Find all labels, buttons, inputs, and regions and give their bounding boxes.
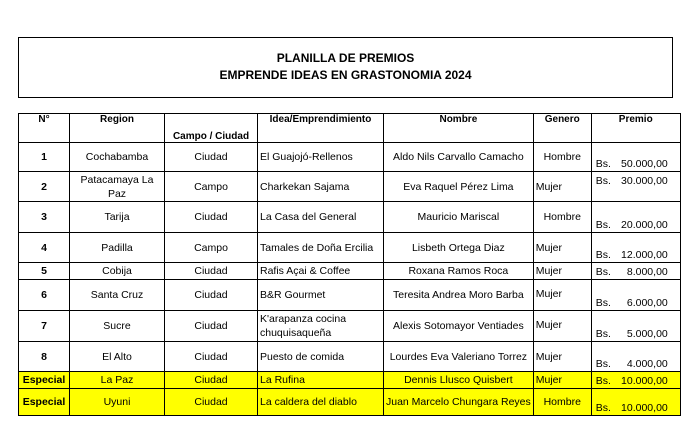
header-genero: Genero xyxy=(533,114,591,143)
row-num: 8 xyxy=(19,342,70,372)
row-tipo: Ciudad xyxy=(165,311,258,342)
prize-currency: Bs. xyxy=(595,358,611,370)
row-region: Santa Cruz xyxy=(70,280,165,311)
prize-currency: Bs. xyxy=(595,219,611,231)
title-box xyxy=(18,37,673,98)
row-idea: Puesto de comida xyxy=(258,342,384,372)
row-region: Tarija xyxy=(70,202,165,233)
prize-cell xyxy=(591,311,680,342)
table-row xyxy=(19,280,681,311)
row-idea: La caldera del diablo xyxy=(258,389,384,416)
prize-currency: Bs. xyxy=(595,375,611,387)
row-region: Sucre xyxy=(70,311,165,342)
prize-currency: Bs. xyxy=(595,266,611,278)
row-nombre: Lourdes Eva Valeriano Torrez xyxy=(384,342,534,372)
row-num: 5 xyxy=(19,263,70,280)
prize-cell xyxy=(591,172,680,202)
row-genero: Hombre xyxy=(533,202,591,233)
prize-cell xyxy=(591,202,680,233)
prize-amount: 20.000,00 xyxy=(621,219,668,231)
row-tipo: Ciudad xyxy=(165,143,258,172)
row-nombre: Dennis Llusco Quisbert xyxy=(384,372,534,389)
header-num: N° xyxy=(19,114,70,143)
prize-currency: Bs. xyxy=(595,297,611,309)
row-tipo: Campo xyxy=(165,233,258,263)
prize-amount: 4.000,00 xyxy=(626,358,668,370)
header-nombre: Nombre xyxy=(384,114,534,143)
row-region: Cobija xyxy=(70,263,165,280)
row-nombre: Lisbeth Ortega Diaz xyxy=(384,233,534,263)
row-tipo: Ciudad xyxy=(165,372,258,389)
prize-amount: 10.000,00 xyxy=(621,402,668,414)
row-tipo: Ciudad xyxy=(165,342,258,372)
row-region: Uyuni xyxy=(70,389,165,416)
row-nombre: Alexis Sotomayor Ventiades xyxy=(384,311,534,342)
header-idea: Idea/Emprendimiento xyxy=(258,114,384,143)
row-genero: Hombre xyxy=(533,143,591,172)
table-row xyxy=(19,342,681,372)
table-row xyxy=(19,263,681,280)
row-idea: La Rufina xyxy=(258,372,384,389)
row-num: 7 xyxy=(19,311,70,342)
table-row xyxy=(19,202,681,233)
row-num: 2 xyxy=(19,172,70,202)
prize-cell xyxy=(591,143,680,172)
row-num: 3 xyxy=(19,202,70,233)
prize-amount: 10.000,00 xyxy=(621,375,668,387)
row-nombre: Juan Marcelo Chungara Reyes xyxy=(384,389,534,416)
header-region: Region xyxy=(70,114,165,143)
row-nombre: Roxana Ramos Roca xyxy=(384,263,534,280)
prize-amount: 8.000,00 xyxy=(626,266,668,278)
prize-cell xyxy=(591,233,680,263)
row-num: 1 xyxy=(19,143,70,172)
prize-currency: Bs. xyxy=(595,402,611,414)
prize-amount: 6.000,00 xyxy=(626,297,668,309)
row-genero: Mujer xyxy=(533,172,591,202)
row-genero: Mujer xyxy=(533,280,591,311)
prize-amount: 30.000,00 xyxy=(621,175,668,187)
prize-cell xyxy=(591,280,680,311)
row-idea: K'arapanza cocina chuquisaqueña xyxy=(258,311,384,342)
row-nombre: Mauricio Mariscal xyxy=(384,202,534,233)
row-nombre: Teresita Andrea Moro Barba xyxy=(384,280,534,311)
prize-table xyxy=(18,113,681,416)
row-region: Patacamaya La Paz xyxy=(70,172,165,202)
title-line-1: PLANILLA DE PREMIOS xyxy=(276,51,415,65)
prize-cell xyxy=(591,372,680,389)
row-genero: Mujer xyxy=(533,311,591,342)
row-nombre: Eva Raquel Pérez Lima xyxy=(384,172,534,202)
row-idea: B&R Gourmet xyxy=(258,280,384,311)
row-num: Especial xyxy=(19,372,70,389)
row-genero: Mujer xyxy=(533,372,591,389)
row-region: Cochabamba xyxy=(70,143,165,172)
prize-amount: 12.000,00 xyxy=(621,249,668,261)
header-row xyxy=(19,114,681,143)
row-region: Padilla xyxy=(70,233,165,263)
row-idea: Rafis Açai & Coffee xyxy=(258,263,384,280)
table-body xyxy=(19,143,681,416)
special-row xyxy=(19,389,681,416)
row-num: 4 xyxy=(19,233,70,263)
prize-currency: Bs. xyxy=(595,175,611,187)
row-genero: Hombre xyxy=(533,389,591,416)
header-tipo: Campo / Ciudad xyxy=(165,114,258,143)
table-row xyxy=(19,172,681,202)
row-idea: Charkekan Sajama xyxy=(258,172,384,202)
row-tipo: Ciudad xyxy=(165,389,258,416)
prize-currency: Bs. xyxy=(595,328,611,340)
row-tipo: Ciudad xyxy=(165,202,258,233)
prize-cell xyxy=(591,342,680,372)
row-num: Especial xyxy=(19,389,70,416)
header-premio: Premio xyxy=(591,114,680,143)
prize-currency: Bs. xyxy=(595,158,611,170)
row-genero: Mujer xyxy=(533,233,591,263)
row-tipo: Ciudad xyxy=(165,280,258,311)
row-region: El Alto xyxy=(70,342,165,372)
prize-cell xyxy=(591,389,680,416)
prize-cell xyxy=(591,263,680,280)
prize-amount: 50.000,00 xyxy=(621,158,668,170)
row-idea: Tamales de Doña Ercilia xyxy=(258,233,384,263)
row-idea: El Guajojó-Rellenos xyxy=(258,143,384,172)
table-row xyxy=(19,143,681,172)
row-genero: Mujer xyxy=(533,342,591,372)
row-nombre: Aldo Nils Carvallo Camacho xyxy=(384,143,534,172)
row-idea: La Casa del General xyxy=(258,202,384,233)
row-tipo: Campo xyxy=(165,172,258,202)
row-tipo: Ciudad xyxy=(165,263,258,280)
table-row xyxy=(19,311,681,342)
row-num: 6 xyxy=(19,280,70,311)
title-line-2: EMPRENDE IDEAS EN GRASTONOMIA 2024 xyxy=(219,68,472,82)
table-row xyxy=(19,233,681,263)
row-region: La Paz xyxy=(70,372,165,389)
prize-currency: Bs. xyxy=(595,249,611,261)
row-genero: Mujer xyxy=(533,263,591,280)
special-row xyxy=(19,372,681,389)
prize-amount: 5.000,00 xyxy=(626,328,668,340)
